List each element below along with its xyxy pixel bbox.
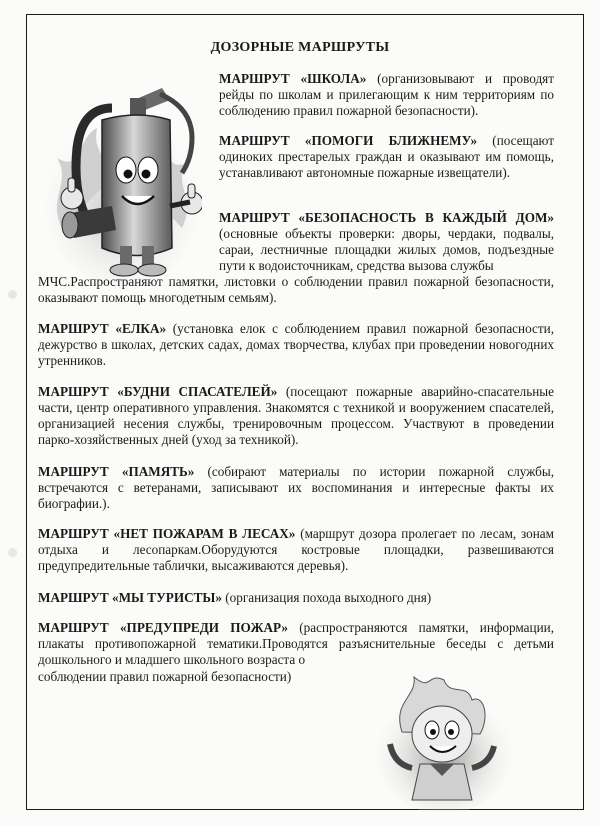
route-text: (собирают материалы по истории пожарной службы, встречаются с ветеранами, записывают их воспоминания и интересные факты их биографии.). <box>38 464 555 511</box>
route-label: МАРШРУТ «ПРЕДУПРЕДИ ПОЖАР» <box>38 620 289 635</box>
route-label: МАРШРУТ «МЫ ТУРИСТЫ» <box>38 590 222 605</box>
route-label: МАРШРУТ «НЕТ ПОЖАРАМ В ЛЕСАХ» <box>38 526 296 541</box>
route-memory <box>38 464 554 512</box>
route-prevent-fire <box>38 620 554 668</box>
route-tourists <box>38 590 554 606</box>
route-text: (посещают пожарные аварийно-спасательные части, центр оперативного управления. Знакомятся с техникой и вооружением спасателей, организацией несения службы, тренировочным процессом. Участвуют в проведении парко-хозяйственных дней (уход за техникой). <box>38 384 555 447</box>
route-rescuers-days <box>38 384 554 448</box>
route-help-neighbor <box>219 133 554 181</box>
route-no-forest-fires <box>38 526 554 574</box>
route-safety-every-home-continued <box>38 274 554 306</box>
route-text: МЧС.Распространяют памятки, листовки о соблюдении правил пожарной безопасности, оказывают помощь многодетным семьям). <box>38 274 554 305</box>
route-safety-every-home <box>219 210 554 274</box>
flame-mascot-illustration <box>372 672 512 812</box>
route-text: (организовывают и проводят рейды по школам и прилегающим к ним территориям по соблюдению правил пожарной безопасности). <box>219 71 554 118</box>
punch-hole <box>8 548 17 557</box>
route-text: (маршрут дозора пролегает по лесам, зонам отдыха и лесопаркам.Оборудуются костровые площадки, развешиваются предупредительные таблички, высаживаются деревья). <box>38 526 554 573</box>
route-text: соблюдении правил пожарной безопасности) <box>38 669 292 684</box>
route-label: МАРШРУТ «БУДНИ СПАСАТЕЛЕЙ» <box>38 384 278 399</box>
route-school <box>219 71 554 119</box>
route-text: (основные объекты проверки: дворы, чердаки, подвалы, сараи, лестничные площадки жилых домов, подъездные пути к водоисточникам, средства вызова службы <box>219 226 554 273</box>
route-tree <box>38 321 554 369</box>
punch-hole <box>8 290 17 299</box>
route-label: МАРШРУТ «ПОМОГИ БЛИЖНЕМУ» <box>219 133 478 148</box>
page-title: ДОЗОРНЫЕ МАРШРУТЫ <box>210 40 390 55</box>
fire-extinguisher-mascot-illustration <box>42 78 202 288</box>
route-label: МАРШРУТ «ПАМЯТЬ» <box>38 464 195 479</box>
route-label: МАРШРУТ «ЕЛКА» <box>38 321 167 336</box>
route-text: (посещают одиноких престарелых граждан и оказывают им помощь, устанавливают автономные пожарные извещатели). <box>219 133 554 180</box>
route-label: МАРШРУТ «БЕЗОПАСНОСТЬ В КАЖДЫЙ ДОМ» <box>219 210 554 225</box>
route-text: (распространяются памятки, информации, плакаты противопожарной тематики.Проводятся разъяснительные беседы с детьми дошкольного и младшего школьного возраста о <box>38 620 554 667</box>
route-text: (установка елок с соблюдением правил пожарной безопасности, дежурство в школах, детских садах, домах творчества, клубах при проведении новогодних утренников. <box>38 321 554 368</box>
route-text: (организация похода выходного дня) <box>221 590 432 605</box>
route-label: МАРШРУТ «ШКОЛА» <box>219 71 367 86</box>
route-prevent-fire-continued <box>38 669 368 685</box>
